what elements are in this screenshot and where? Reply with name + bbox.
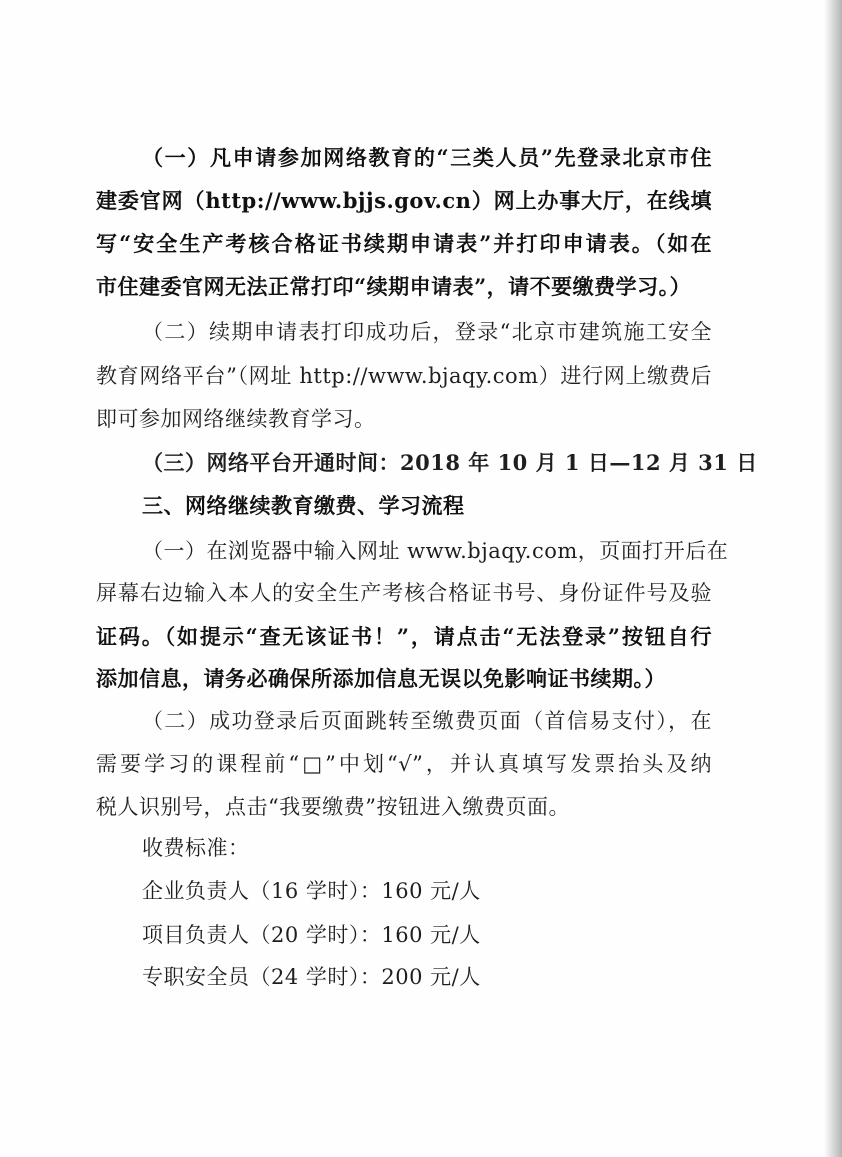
s3-item1-line4: 添加信息，请务必确保所添加信息无误以免影响证书续期。） <box>96 666 666 691</box>
s3-item1-line1: （一）在浏览器中输入网址 www.bjaqy.com，页面打开后在 <box>142 539 729 563</box>
s2-item1-line4: 市住建委官网无法正常打印“续期申请表”，请不要缴费学习。） <box>96 274 692 299</box>
s3-item1-line3: 证码。（如提示“查无该证书！”，请点击“无法登录”按钮自行 <box>96 624 712 649</box>
s3-item2-line2: 需要学习的课程前“□”中划“√”，并认真填写发票抬头及纳 <box>96 752 712 776</box>
s2-item1-line2: 建委官网（http://www.bjjs.gov.cn）网上办事大厅，在线填 <box>96 188 712 213</box>
section-three-heading: 三、网络继续教育缴费、学习流程 <box>142 493 465 518</box>
s2-item2-line1: （二）续期申请表打印成功后，登录“北京市建筑施工安全 <box>142 320 712 344</box>
s2-item2-line3: 即可参加网络继续教育学习。 <box>96 407 376 431</box>
s2-item1-line1: （一）凡申请参加网络教育的“三类人员”先登录北京市住 <box>142 145 712 170</box>
fee-item: 项目负责人（20 学时）：160 元/人 <box>142 923 481 947</box>
s2-item3-line: （三）网络平台开通时间：2018 年 10 月 1 日—12 月 31 日 <box>142 450 758 475</box>
s3-item1-line2: 屏幕右边输入本人的安全生产考核合格证书号、身份证件号及验 <box>96 581 712 605</box>
s3-item2-line3: 税人识别号，点击“我要缴费”按钮进入缴费页面。 <box>96 795 570 819</box>
fee-item: 企业负责人（16 学时）：160 元/人 <box>142 879 481 903</box>
s2-item2-line2: 教育网络平台”（网址 http://www.bjaqy.com）进行网上缴费后 <box>96 364 712 388</box>
fee-label: 收费标准： <box>142 836 250 860</box>
scan-edge-shadow <box>824 0 842 1157</box>
fee-item: 专职安全员（24 学时）：200 元/人 <box>142 965 481 989</box>
s3-item2-line1: （二）成功登录后页面跳转至缴费页面（首信易支付），在 <box>142 709 712 733</box>
s2-item1-line3: 写“安全生产考核合格证书续期申请表”并打印申请表。（如在 <box>96 231 712 256</box>
